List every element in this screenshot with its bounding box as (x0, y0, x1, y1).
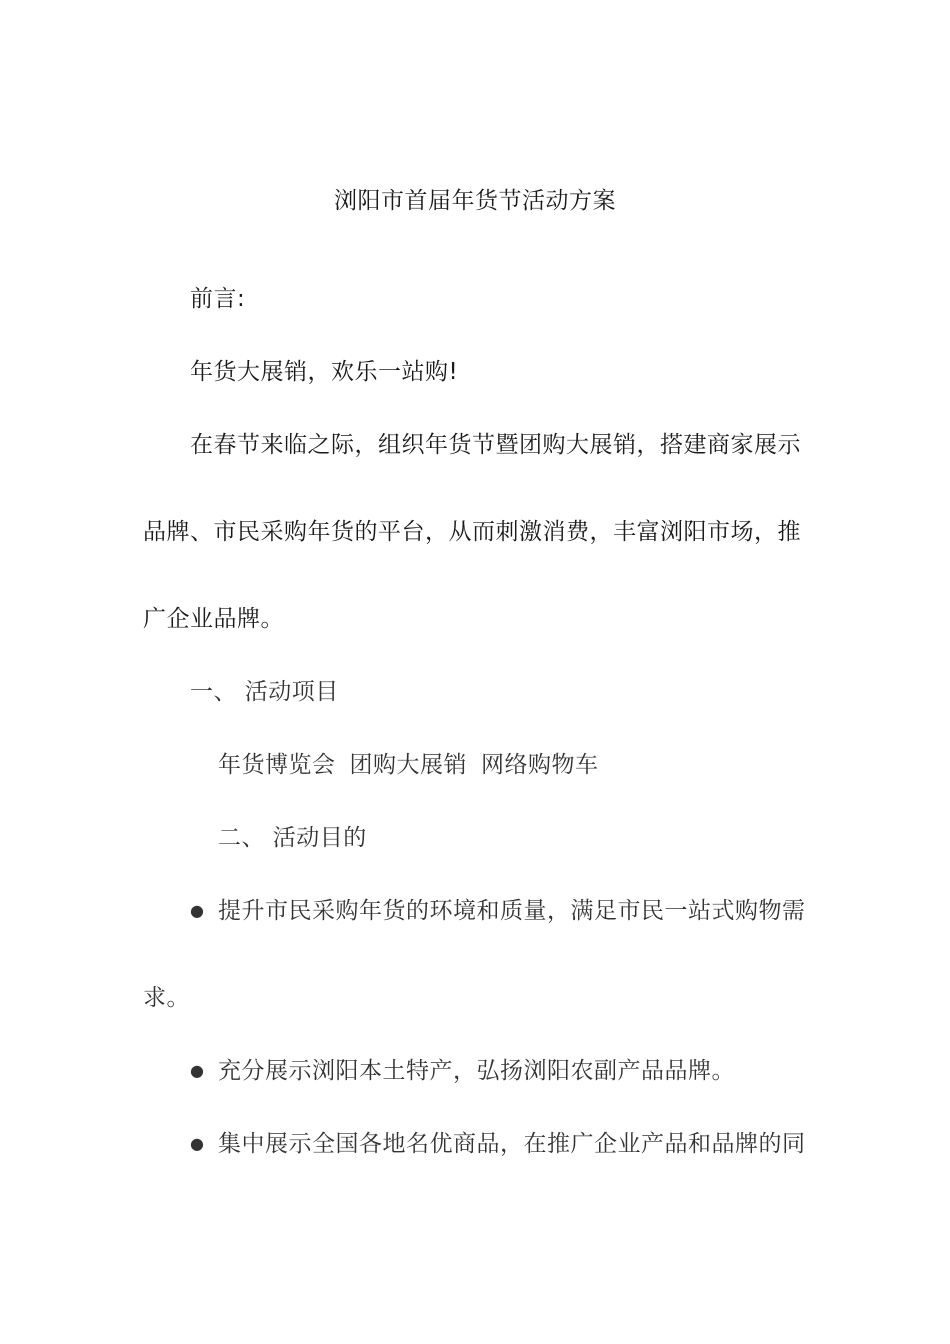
bullet-icon: ● (190, 1134, 205, 1153)
intro-line-3: 广企业品牌。 (143, 606, 284, 632)
list-item: 网络购物车 (481, 752, 599, 778)
section2-heading: 二、 活动目的 (218, 825, 367, 851)
bullet-icon: ● (190, 1061, 205, 1080)
bullet-text: 提升市民采购年货的环境和质量，满足市民一站式购物需 (218, 898, 806, 924)
intro-line-2: 品牌、市民采购年货的平台，从而刺激消费，丰富浏阳市场，推 (143, 519, 801, 545)
list-item: 年货博览会 (218, 752, 336, 778)
bullet-icon: ● (190, 901, 205, 920)
document-title: 浏阳市首届年货节活动方案 (334, 188, 616, 214)
bullet-item-1-continuation: 求。 (143, 985, 190, 1011)
bullet-text: 集中展示全国各地名优商品，在推广企业产品和品牌的同 (218, 1131, 806, 1157)
bullet-item-2 (190, 1056, 735, 1086)
list-item: 团购大展销 (349, 752, 467, 778)
section1-heading: 一、 活动项目 (190, 679, 339, 705)
intro-line-1: 在春节来临之际，组织年货节暨团购大展销，搭建商家展示 (190, 432, 801, 458)
bullet-item-1 (190, 896, 806, 926)
bullet-item-3 (190, 1129, 806, 1159)
section1-items (218, 750, 599, 780)
bullet-text: 充分展示浏阳本土特产，弘扬浏阳农副产品品牌。 (218, 1058, 735, 1084)
slogan: 年货大展销，欢乐一站购! (190, 359, 459, 385)
preface-label: 前言: (190, 286, 246, 312)
